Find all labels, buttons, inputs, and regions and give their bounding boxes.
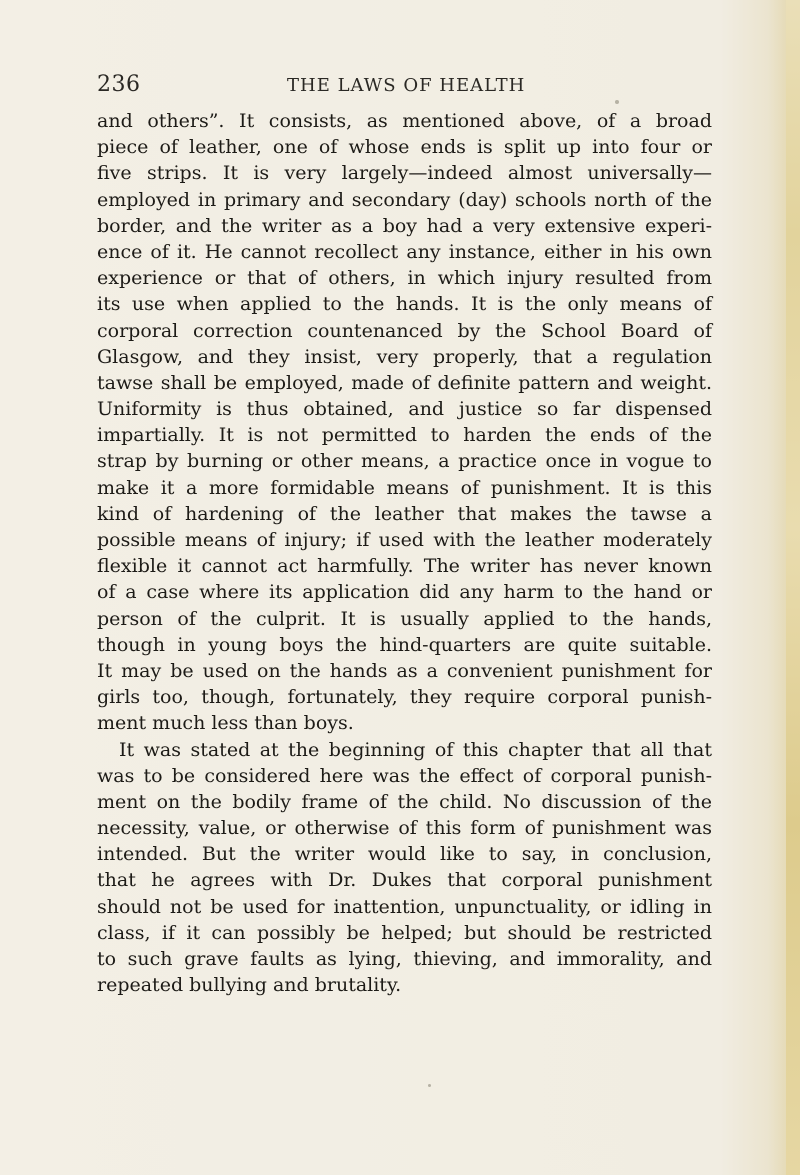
text-line: person of the culprit. It is usually applied to the hands, [97,607,712,630]
text-line: flexible it cannot act harmfully. The writer has never known [97,555,712,578]
text-line: repeated bullying and brutality. [97,974,402,997]
text-line: Uniformity is thus obtained, and justice so far dispensed [97,398,712,421]
running-head: THE LAWS OF HEALTH [287,75,526,96]
paragraph [97,737,712,999]
text-line: ment much less than boys. [97,712,354,735]
text-line: impartially. It is not permitted to harden the ends of the [97,424,712,447]
paper-speck [615,100,619,104]
text-line: kind of hardening of the leather that makes the tawse a [97,502,712,525]
text-line: of a case where its application did any harm to the hand or [97,581,712,604]
text-line: strap by burning or other means, a practice once in vogue to [97,450,712,473]
text-line: though in young boys the hind-quarters are quite suitable. [97,633,712,656]
text-line: It may be used on the hands as a convenient punishment for [97,659,712,682]
paper-speck [428,1084,431,1087]
text-line: ence of it. He cannot recollect any instance, either in his own [97,240,712,263]
text-line: piece of leather, one of whose ends is split up into four or [97,136,712,159]
text-line: and others”. It consists, as mentioned above, of a broad [97,110,712,132]
page-edge-shadow [786,0,800,1175]
text-line: class, if it can possibly be helped; but should be restricted [97,921,712,944]
text-line: ment on the bodily frame of the child. No discussion of the [97,790,712,813]
text-line: girls too, though, fortunately, they require corporal punish- [97,686,712,709]
paragraph [97,108,712,737]
text-line: experience or that of others, in which injury resulted from [97,267,712,290]
page-number: 236 [97,72,141,97]
text-line: should not be used for inattention, unpunctuality, or idling in [97,895,712,918]
text-line: Glasgow, and they insist, very properly, that a regulation [97,345,712,368]
text-line: make it a more formidable means of punishment. It is this [97,476,712,499]
text-line: necessity, value, or otherwise of this form of punishment was [97,817,712,840]
text-line: employed in primary and secondary (day) schools north of the [97,188,712,211]
text-line: was to be considered here was the effect of corporal punish- [97,764,712,787]
text-line: intended. But the writer would like to say, in conclusion, [97,843,712,866]
text-line: tawse shall be employed, made of definite pattern and weight. [97,371,712,394]
body-text [97,108,712,998]
text-line: It was stated at the beginning of this chapter that all that [119,738,712,761]
text-line: five strips. It is very largely—indeed almost universally— [97,162,712,185]
text-line: corporal correction countenanced by the School Board of [97,319,712,342]
text-line: that he agrees with Dr. Dukes that corporal punishment [97,869,712,892]
text-line: its use when applied to the hands. It is the only means of [97,293,712,316]
text-line: border, and the writer as a boy had a very extensive experi- [97,214,712,237]
text-line: to such grave faults as lying, thieving, and immorality, and [97,948,712,970]
text-line: possible means of injury; if used with the leather moderately [97,529,712,551]
page-header [97,72,712,102]
